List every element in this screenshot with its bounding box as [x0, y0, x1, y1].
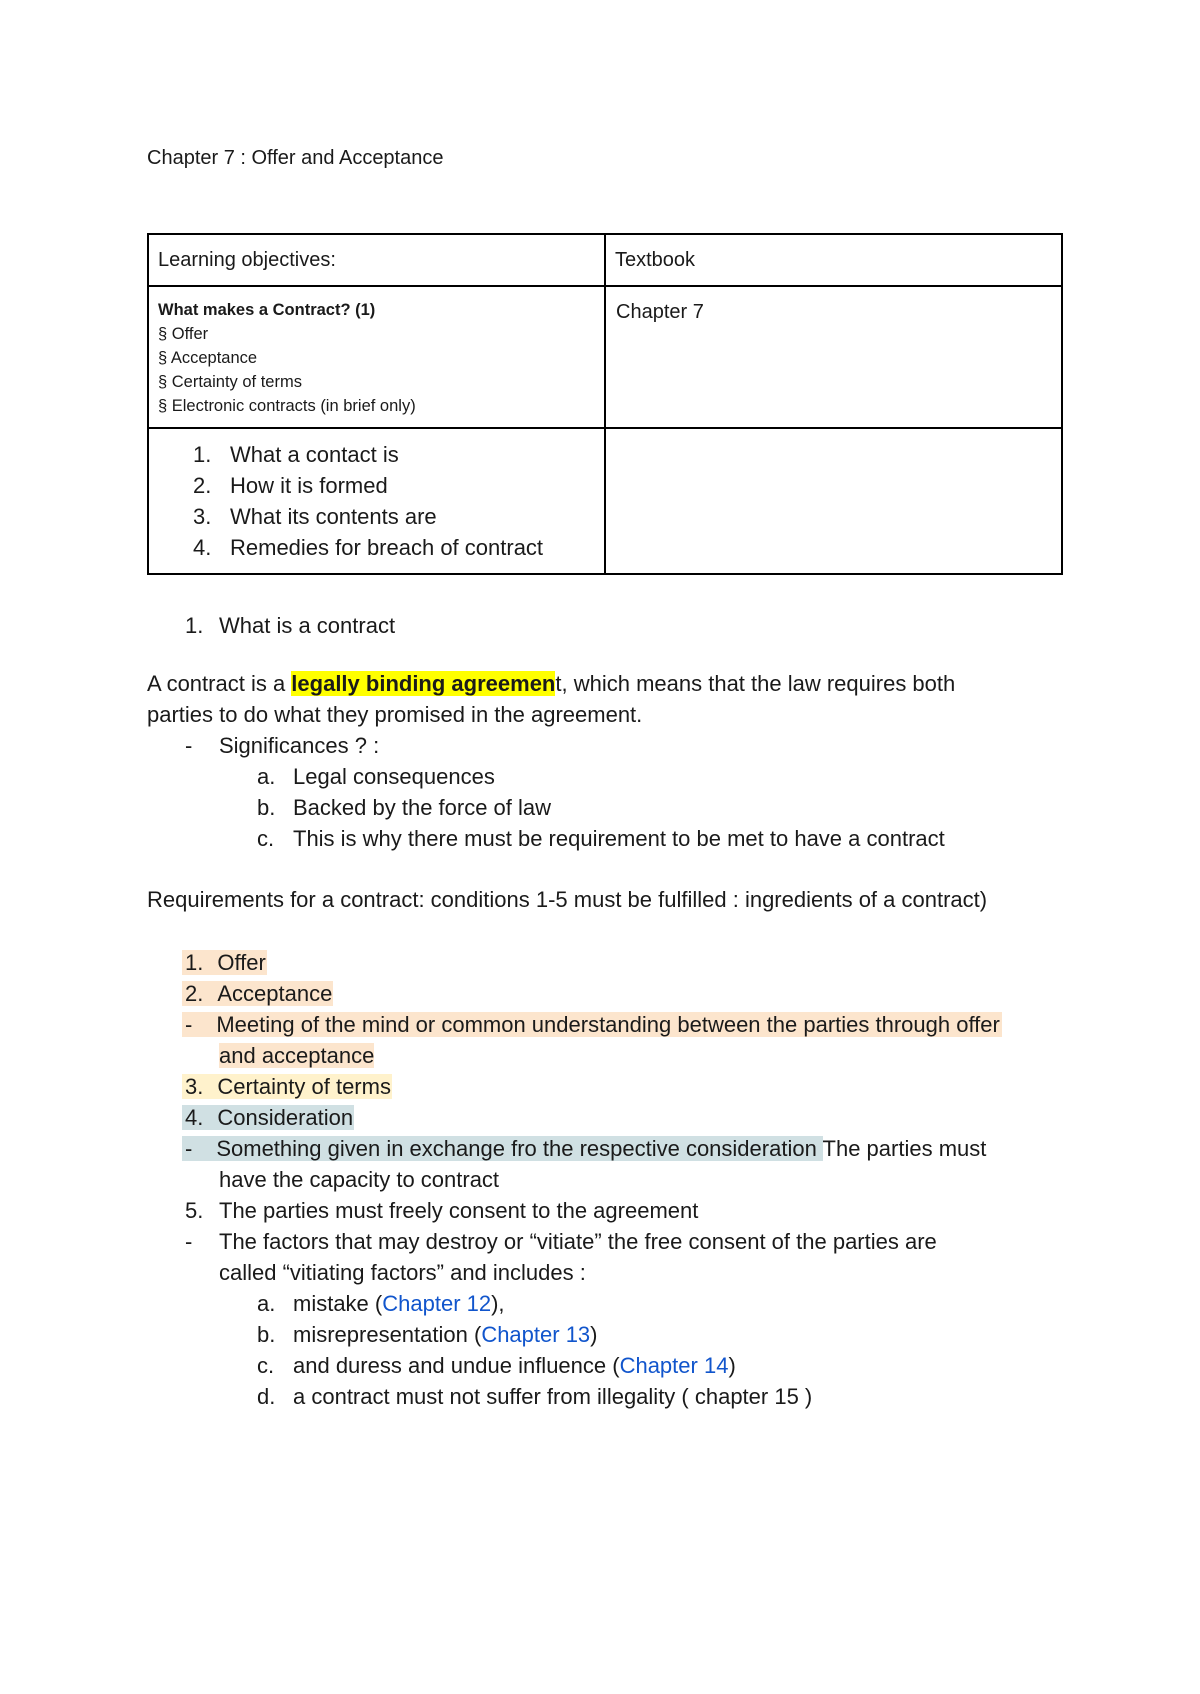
- topics-heading: What makes a Contract? (1): [158, 301, 376, 319]
- requirement-acceptance-note-cont: and acceptance: [219, 1043, 375, 1068]
- requirement-offer: 1. Offer: [182, 950, 267, 976]
- requirement-certainty: 3. Certainty of terms: [182, 1074, 392, 1100]
- objectives-list-cell: [148, 428, 605, 574]
- contract-definition-line1: A contract is a legally binding agreement, which means that the law requires both: [147, 671, 956, 696]
- requirement-consideration: 4. Consideration: [182, 1105, 354, 1131]
- chapter-14-link[interactable]: Chapter 14: [619, 1353, 729, 1378]
- requirement-acceptance-note: - Meeting of the mind or common understanding between the parties through offer: [182, 1012, 1002, 1038]
- list-item: 1. What a contact is: [193, 442, 399, 467]
- chapter-12-link[interactable]: Chapter 12: [382, 1291, 492, 1316]
- list-item: 2. How it is formed: [193, 473, 388, 498]
- requirement-acceptance: 2. Acceptance: [182, 981, 333, 1007]
- learning-objectives-table: [147, 233, 1063, 575]
- requirement-capacity: have the capacity to contract: [219, 1167, 500, 1192]
- objectives-topics-cell: [148, 286, 605, 428]
- textbook-chapter-cell: Chapter 7: [605, 286, 1062, 428]
- contract-definition-line2: parties to do what they promised in the agreement.: [147, 702, 643, 727]
- table-header-textbook: Textbook: [605, 234, 1062, 286]
- list-item: 3. What its contents are: [193, 504, 437, 529]
- topic-item: § Certainty of terms: [158, 373, 302, 391]
- empty-cell: [605, 428, 1062, 574]
- topic-item: § Offer: [158, 325, 209, 343]
- chapter-13-link[interactable]: Chapter 13: [481, 1322, 591, 1347]
- highlight-legally-binding: legally binding agreemen: [291, 671, 556, 696]
- page-title: Chapter 7 : Offer and Acceptance: [147, 147, 444, 169]
- topic-item: § Electronic contracts (in brief only): [158, 397, 416, 415]
- table-header-learning-objectives: Learning objectives:: [148, 234, 605, 286]
- vitiating-factors-note-cont: called “vitiating factors” and includes :: [219, 1260, 586, 1285]
- list-item: 4. Remedies for breach of contract: [193, 535, 544, 560]
- topic-item: § Acceptance: [158, 349, 258, 367]
- requirements-intro: Requirements for a contract: conditions 1-5 must be fulfilled : ingredients of a contract): [147, 887, 988, 912]
- requirement-consideration-note: - Something given in exchange fro the respective consideration The parties must: [182, 1136, 986, 1162]
